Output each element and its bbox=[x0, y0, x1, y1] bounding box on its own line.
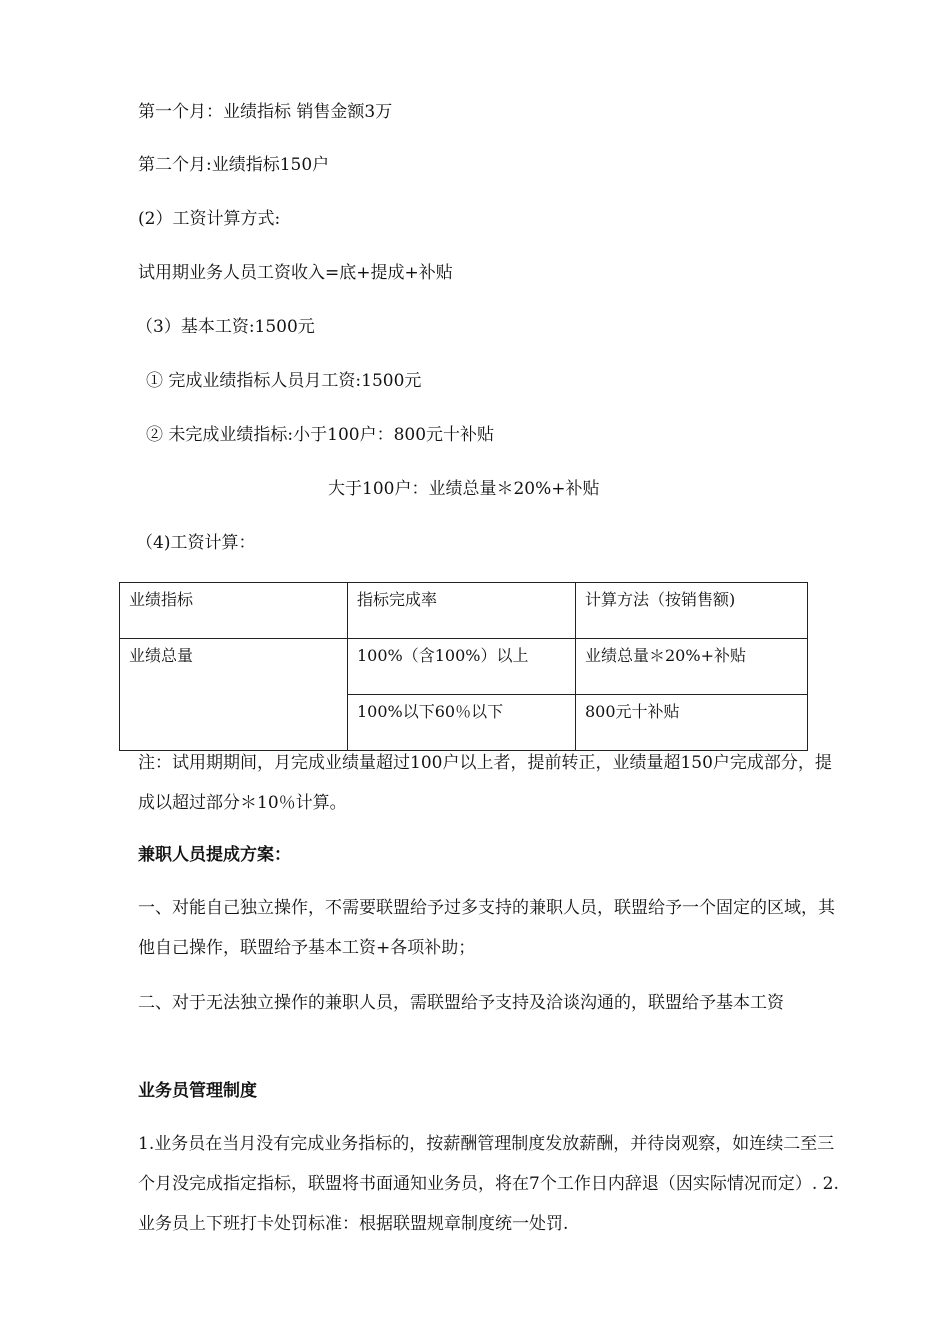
table-cell: 100%（含100%）以上 bbox=[348, 639, 576, 695]
table-cell: 100%以下60％以下 bbox=[348, 695, 576, 751]
table-group-label: 业绩总量 bbox=[120, 639, 348, 751]
table-header-cell: 业绩指标 bbox=[120, 583, 348, 639]
table-row bbox=[120, 639, 808, 695]
table-header-cell: 计算方法（按销售额) bbox=[576, 583, 808, 639]
parttime-heading: 兼职人员提成方案： bbox=[138, 845, 291, 865]
line-first-month: 第一个月：业绩指标 销售金额3万 bbox=[138, 102, 393, 122]
line-base-salary: （3）基本工资:1500元 bbox=[136, 317, 315, 337]
management-body: 1.业务员在当月没有完成业务指标的，按薪酬管理制度发放薪酬，并待岗观察，如连续二至三个月没完成指定指标，联盟将书面通知业务员，将在7个工作日内辞退（因实际情况而定）. 2.业务员上下班打卡处罚标准：根据联盟规章制度统一处罚. bbox=[138, 1134, 839, 1234]
parttime-item-1: 一、对能自己独立操作，不需要联盟给予过多支持的兼职人员，联盟给予一个固定的区域，其他自己操作，联盟给予基本工资+各项补助； bbox=[138, 898, 835, 958]
line-uncompleted-salary: ② 未完成业绩指标:小于100户：800元十补贴 bbox=[146, 425, 495, 445]
line-salary-method-heading: (2）工资计算方式: bbox=[138, 209, 281, 229]
note-paragraph: 注：试用期期间，月完成业绩量超过100户以上者，提前转正，业绩量超150户完成部分，提成以超过部分＊10％计算。 bbox=[138, 753, 832, 813]
table-header-cell: 指标完成率 bbox=[348, 583, 576, 639]
line-second-month: 第二个月:业绩指标150户 bbox=[138, 155, 330, 175]
table-header-row bbox=[120, 583, 808, 639]
salary-table bbox=[119, 582, 808, 751]
management-heading: 业务员管理制度 bbox=[138, 1081, 257, 1101]
table-cell: 800元十补贴 bbox=[576, 695, 808, 751]
parttime-item-2: 二、对于无法独立操作的兼职人员，需联盟给予支持及洽谈沟通的，联盟给予基本工资 bbox=[138, 993, 784, 1013]
table-cell: 业绩总量＊20%+补贴 bbox=[576, 639, 808, 695]
line-over-100: 大于100户：业绩总量＊20%+补贴 bbox=[328, 479, 600, 499]
line-completed-salary: ① 完成业绩指标人员月工资:1500元 bbox=[146, 371, 422, 391]
line-salary-calc-heading: （4)工资计算： bbox=[136, 533, 256, 553]
line-salary-formula: 试用期业务人员工资收入=底+提成+补贴 bbox=[138, 263, 453, 283]
